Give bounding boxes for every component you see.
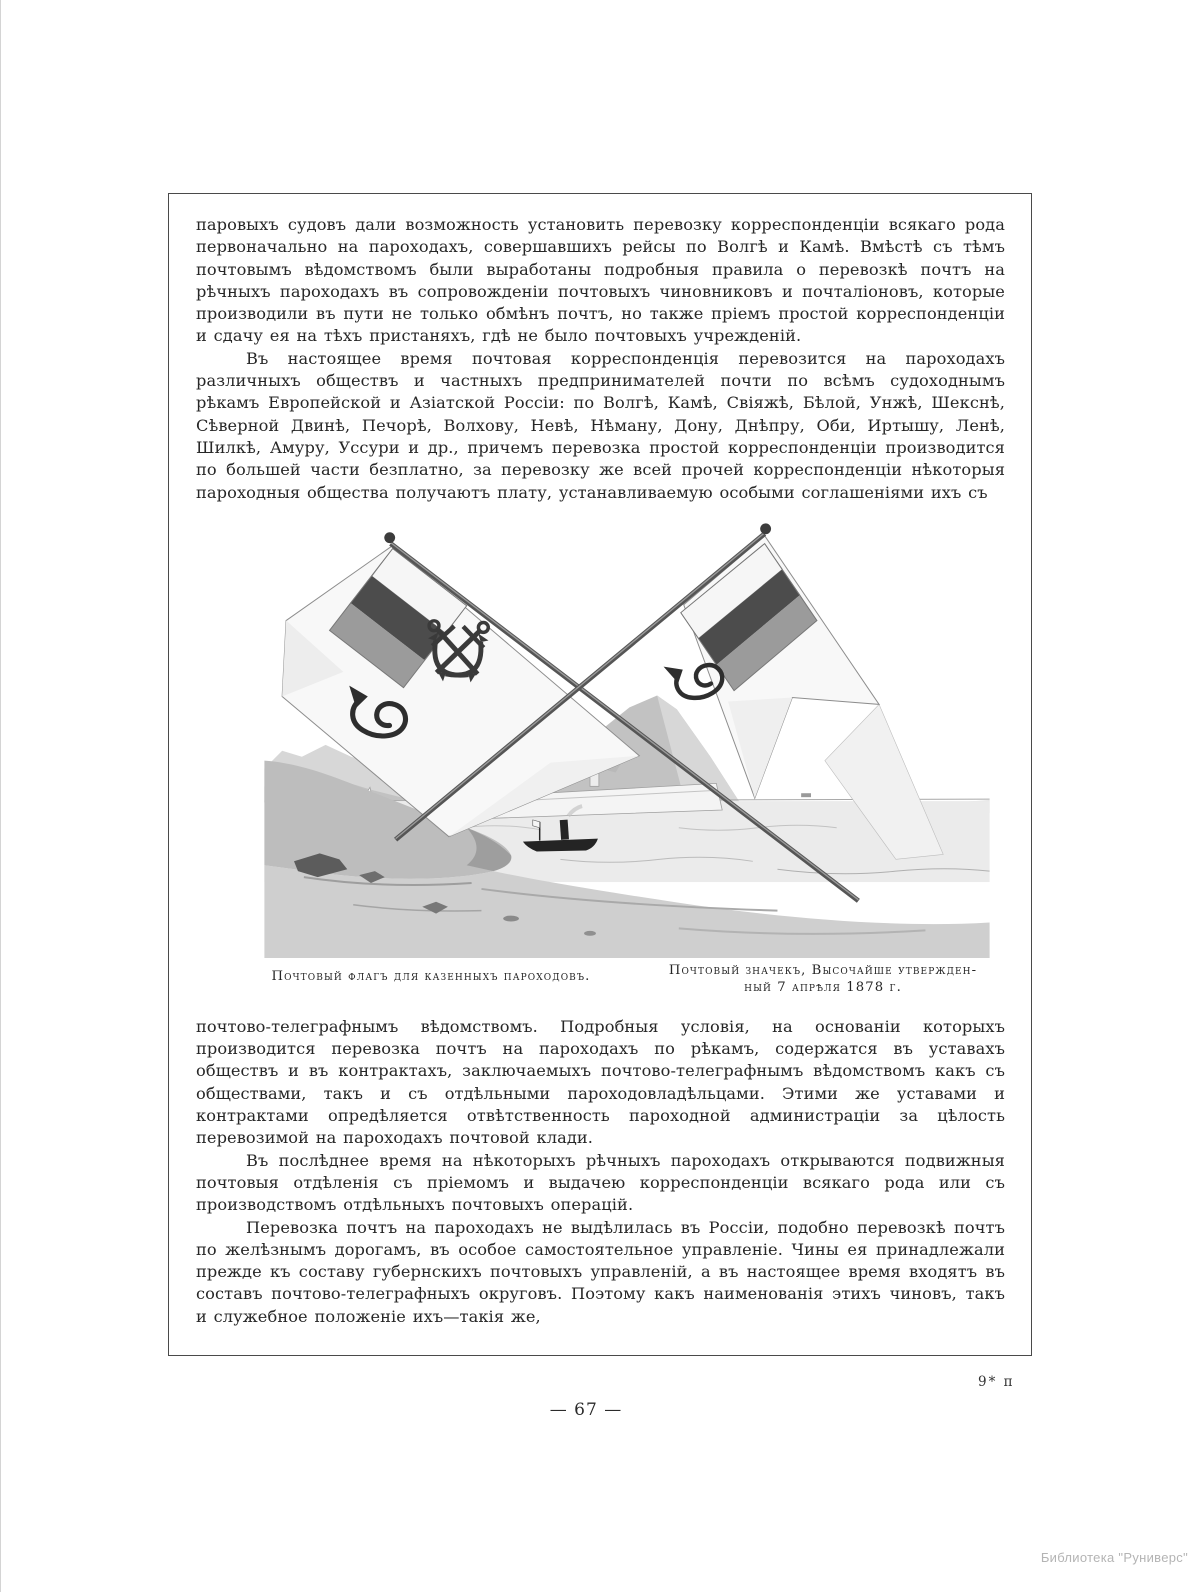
caption-right: [656, 962, 990, 996]
figure-captions: [264, 962, 990, 996]
body-text-top: [196, 214, 1005, 504]
caption-right-line1: Почтовый значекъ, Высочайше утвержден-: [668, 962, 978, 978]
body-text-bottom: [196, 1016, 1005, 1328]
caption-left: Почтовый флагъ для казенныхъ пароходовъ.: [271, 968, 591, 984]
pole-finial: [760, 523, 771, 534]
library-watermark: Библиотека "Руниверс": [1040, 1550, 1188, 1565]
paragraph: Въ настоящее время почтовая корреспонденція перевозится на пароходахъ различныхъ обществъ и частныхъ предпринимателей почти по всѣмъ судоходнымъ рѣкамъ Европейской и Азіатской Россіи: по Волгѣ, Камѣ, Свіяжѣ, Бѣлой, Унжѣ, Шекснѣ, Сѣверной Двинѣ, Печорѣ, Волхову, Невѣ, Нѣману, Дону, Днѣпру, Оби, Иртышу, Ленѣ, Шилкѣ, Амуру, Уссури и др., причемъ перевозка простой корреспонденціи производится по большей части безплатно, за перевозку же всей прочей корреспонденціи нѣкоторыя пароходныя общества получаютъ плату, устанавливаемую особыми соглашеніями ихъ съ: [196, 348, 1005, 502]
paragraph: паровыхъ судовъ дали возможность установить перевозку корреспонденціи всякаго рода первоначально на пароходахъ, совершавшихъ рейсы по Волгѣ и Камѣ. Вмѣстѣ съ тѣмъ почтовымъ вѣдомствомъ были выработаны подробныя правила о перевозкѣ почтъ на рѣчныхъ пароходахъ въ сопровожденіи почтовыхъ чиновниковъ и почталіоновъ, которые производили въ пути не только обмѣнъ почтъ, но также пріемъ простой корреспонденціи и сдачу ея на тѣхъ пристаняхъ, гдѣ не было почтовыхъ учрежденій.: [196, 215, 1005, 346]
caption-right-line2: ный 7 апрѣля 1878 г.: [744, 979, 902, 995]
postal-flags-figure: [196, 514, 1005, 996]
scan-edge-line: [0, 0, 1, 1592]
paragraph: почтово-телеграфнымъ вѣдомствомъ. Подробныя условія, на основаніи которыхъ производится перевозка почтъ на пароходахъ по рѣкамъ, содержатся въ уставахъ обществъ и въ контрактахъ, заключаемыхъ почтово-телеграфнымъ вѣдомствомъ какъ съ обществами, такъ и съ отдѣльными пароходовладѣльцами. Этими же уставами и контрактами опредѣляется отвѣтственность пароходной администраціи за цѣлость перевозимой на пароходахъ почтовой клади.: [196, 1016, 1005, 1148]
pole-finial: [384, 532, 395, 543]
paragraph: Въ послѣднее время на нѣкоторыхъ рѣчныхъ пароходахъ открываются подвижныя почтовыя отдѣленія съ пріемомъ и выдачею корреспонденціи всякаго рода или съ производствомъ отдѣльныхъ почтовыхъ операцій.: [196, 1150, 1005, 1215]
postal-flags-illustration: [264, 514, 990, 958]
paragraph: Перевозка почтъ на пароходахъ не выдѣлилась въ Россіи, подобно перевозкѣ почтъ по желѣзнымъ дорогамъ, въ особое самостоятельное управленіе. Чины ея принадлежали прежде къ составу губернскихъ почтовыхъ управленій, а въ настоящее время входятъ въ составъ почтово-телеграфныхъ округовъ. Поэтому какъ наименованія этихъ чиновъ, такъ и служебное положеніе ихъ—такія же,: [196, 1217, 1005, 1326]
page-border-frame: [168, 193, 1032, 1356]
page-number: — 67 —: [549, 1400, 623, 1420]
printer-signature-mark: 9* п: [978, 1374, 1015, 1390]
